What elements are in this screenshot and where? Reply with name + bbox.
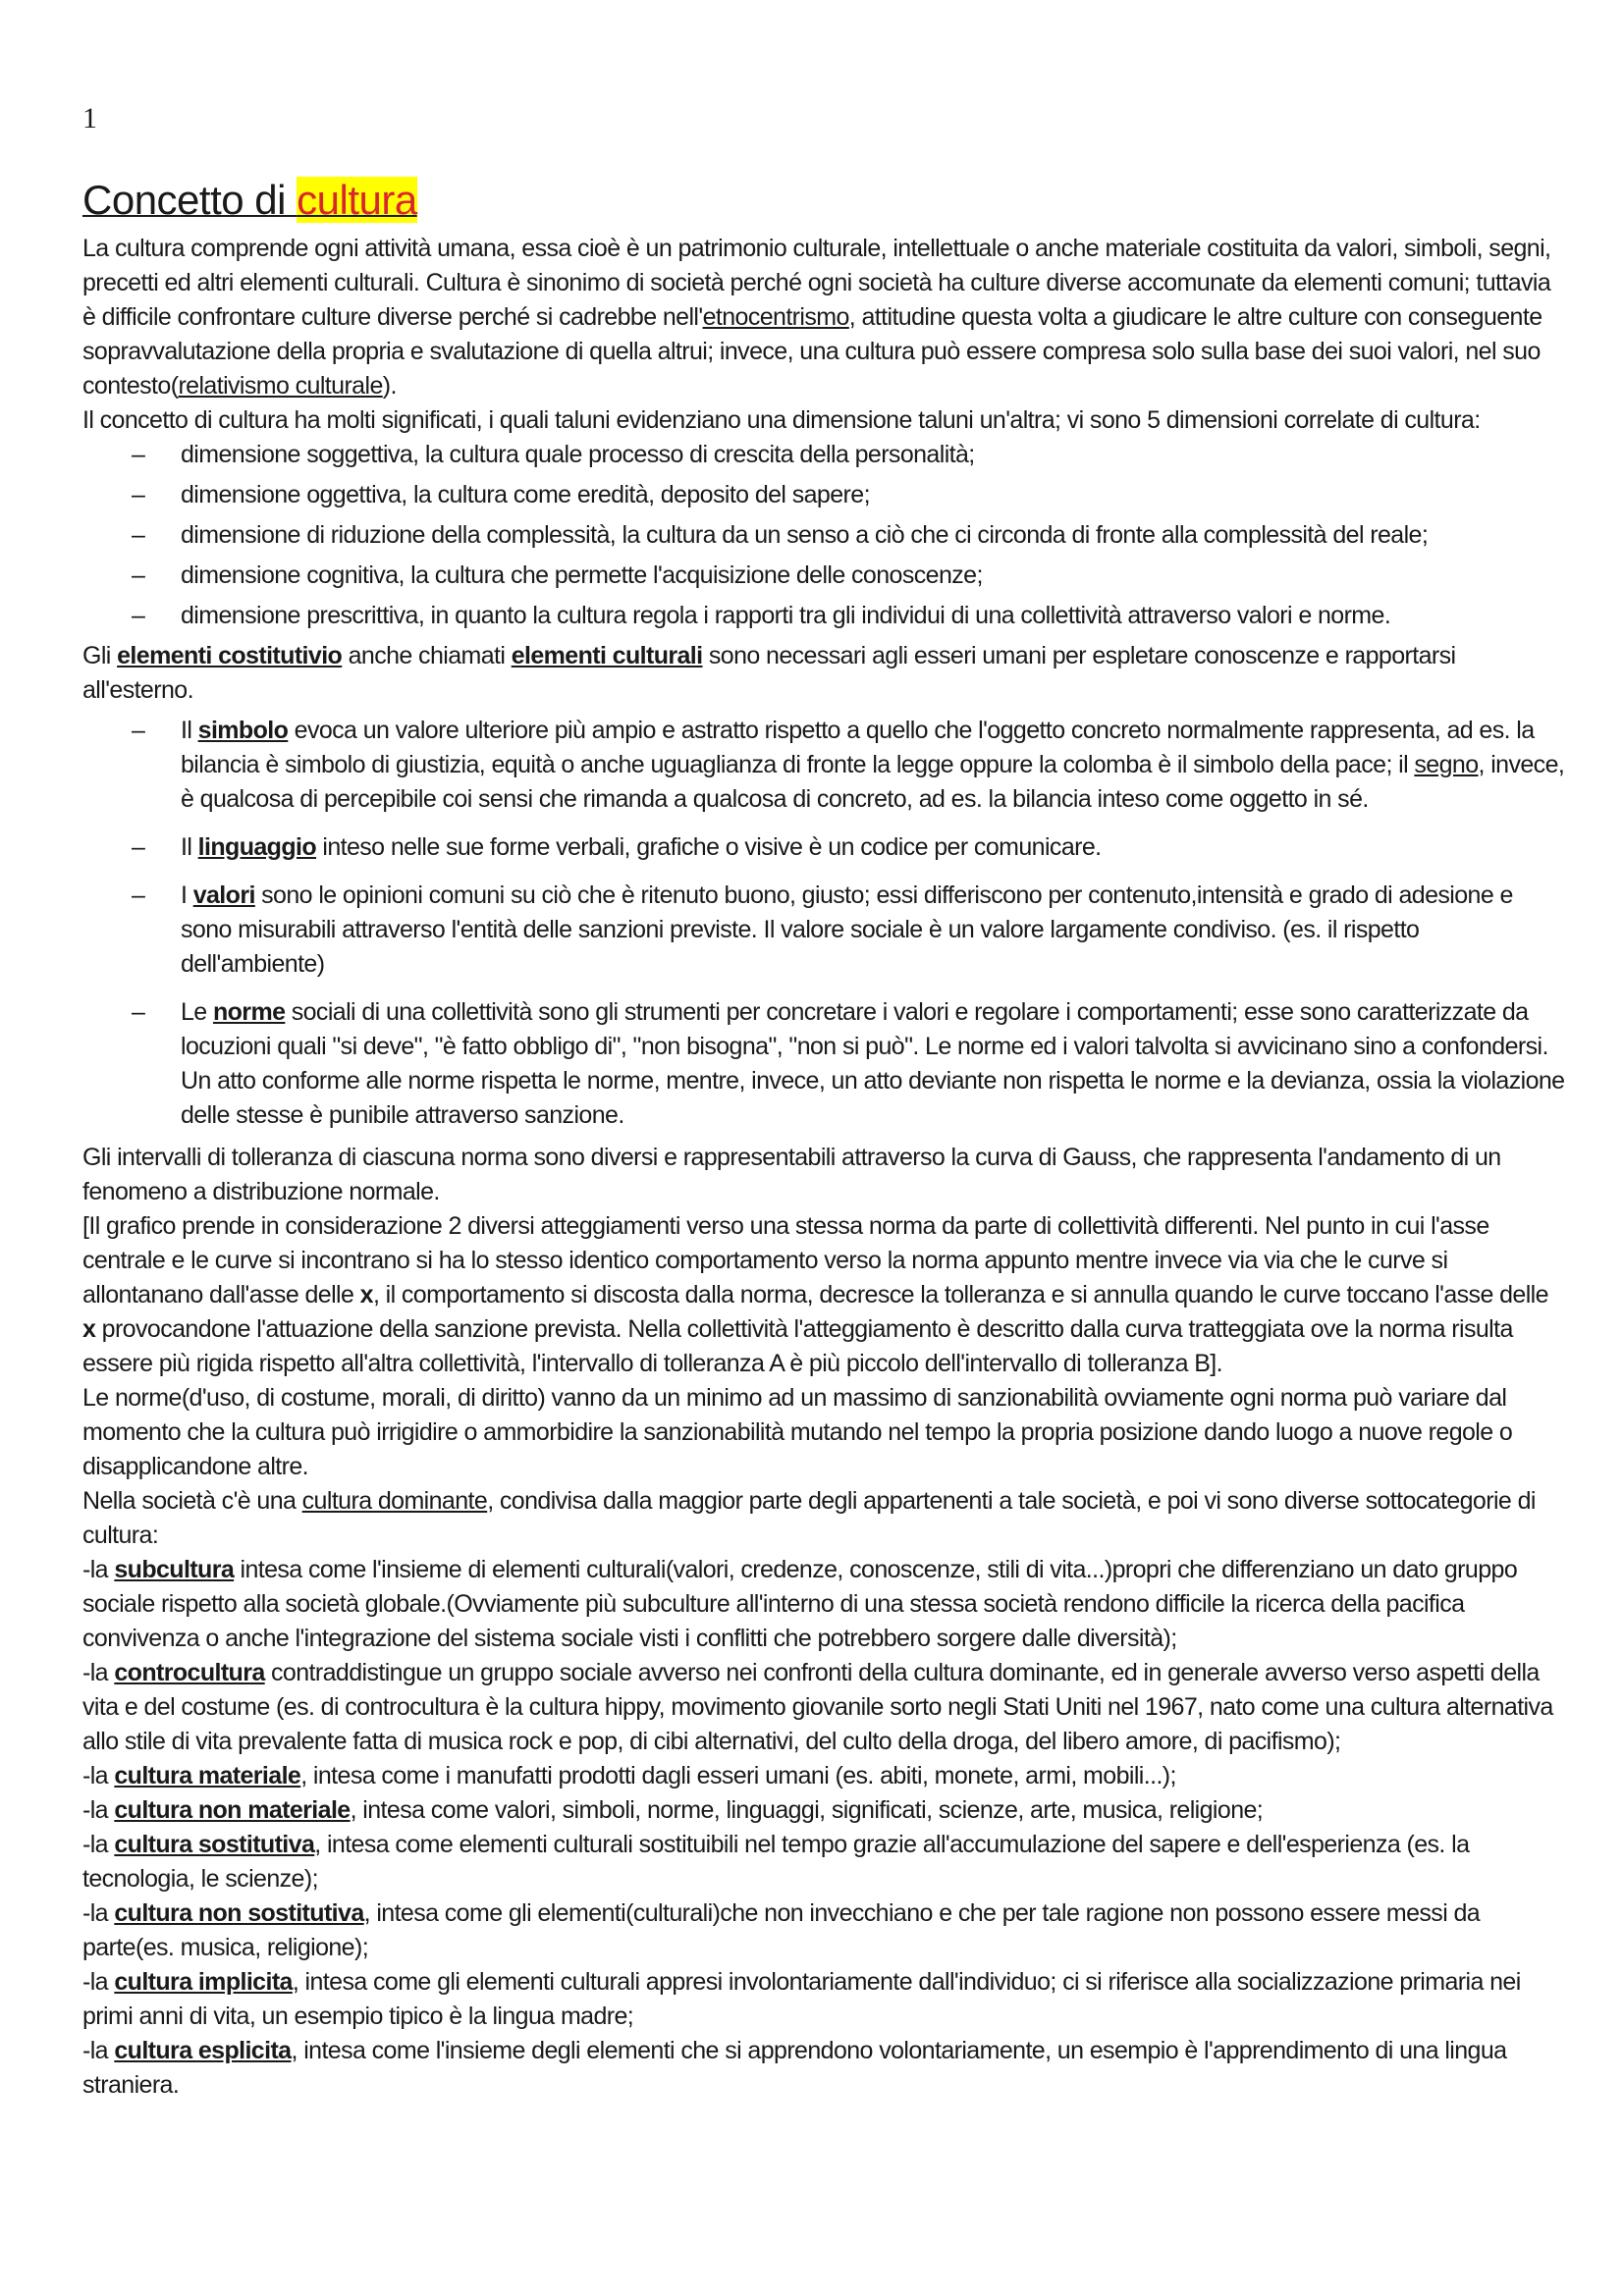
- subcategory-item: [82, 1553, 1567, 1656]
- paragraph-intro: [82, 232, 1567, 403]
- paragraph-elements-intro: [82, 639, 1567, 708]
- paragraph-norme: Le norme(d'uso, di costume, morali, di diritto) vanno da un minimo ad un massimo di sanzionabilità ovviamente ogni norma può variare dal momento che la cultura può irrigidire o ammorbidire la sanzionabilità mutando nel tempo la propria posizione dando luogo a nuove regole o disapplicandone altre.: [82, 1384, 1513, 1480]
- text-span: , intesa come l'insieme degli elementi che si apprendono volontariamente, un esempio è l'apprendimento di una lingua straniera.: [82, 2037, 1507, 2099]
- subcategory-item: [82, 1828, 1567, 1896]
- text-span: sono necessari agli esseri umani per espletare conoscenze e rapportarsi all'esterno.: [82, 642, 1456, 704]
- term-valori: valori: [192, 881, 255, 909]
- text-span: sono le opinioni comuni su ciò che è ritenuto buono, giusto; essi differiscono per contenuto,intensità e grado di adesione e sono misurabili attraverso l'entità delle sanzioni previste. Il valore sociale è un valore largamente condiviso. (es. il rispetto dell'ambiente): [181, 881, 1513, 978]
- elements-list: [82, 714, 1567, 1133]
- term-cultura-materiale: cultura materiale: [114, 1762, 301, 1789]
- text-span: -la: [82, 1659, 115, 1686]
- subcategory-item: [82, 1965, 1567, 2034]
- text-span: inteso nelle sue forme verbali, grafiche o visive è un codice per comunicare.: [316, 833, 1102, 861]
- text-span: evoca un valore ulteriore più ampio e astratto rispetto a quello che l'oggetto concreto normalmente rappresenta, ad es. la bilancia è simbolo di giustizia, equità o anche uguaglianza di fronte la legge oppure la colomba è il simbolo della pace; il: [181, 717, 1535, 778]
- list-item: – dimensione oggettiva, la cultura come eredità, deposito del sapere;: [82, 478, 1567, 512]
- term-relativismo-culturale: relativismo culturale: [178, 372, 383, 400]
- text-span: -la: [82, 1556, 115, 1583]
- list-item: [82, 995, 1567, 1133]
- term-segno: segno: [1414, 751, 1479, 778]
- term-elementi-costitutivi: elementi costitutivio: [117, 642, 343, 669]
- text-span: , intesa come gli elementi culturali appresi involontariamente dall'individuo; ci si riferisce alla socializzazione primaria nei primi anni di vita, un esempio tipico è la lingua madre;: [82, 1968, 1521, 2030]
- text-span: , intesa come gli elementi(culturali)che non invecchiano e che per tale ragione non possono essere messi da parte(es. musica, religione);: [82, 1899, 1481, 1961]
- text-span: Il: [181, 717, 198, 744]
- text-span: Le: [181, 998, 213, 1026]
- list-item: – dimensione prescrittiva, in quanto la cultura regola i rapporti tra gli individui di una collettività attraverso valori e norme.: [82, 599, 1567, 633]
- text-span: intesa come l'insieme di elementi culturali(valori, credenze, conoscenze, stili di vita...)propri che differenziano un dato gruppo sociale rispetto alla società globale.(Ovviamente più subculture all'interno di una stessa società rendono difficile la ricerca della pacifica convivenza o anche l'integrazione del sistema sociale visti i conflitti che potrebbero sorgere dalle diversità);: [82, 1556, 1518, 1652]
- term-cultura-implicita: cultura implicita: [114, 1968, 293, 1996]
- text-span: , intesa come valori, simboli, norme, linguaggi, significati, scienze, arte, musica, religione;: [350, 1796, 1264, 1824]
- text-span: Gli: [82, 642, 118, 669]
- term-cultura-esplicita: cultura esplicita: [114, 2037, 292, 2064]
- dimensions-list: [82, 438, 1567, 633]
- term-linguaggio: linguaggio: [197, 833, 317, 861]
- list-item: [82, 830, 1567, 865]
- text-span: , intesa come elementi culturali sostituibili nel tempo grazie all'accumulazione del sapere e dell'esperienza (es. la tecnologia, le scienze);: [82, 1831, 1470, 1893]
- term-cultura-non-sostitutiva: cultura non sostitutiva: [114, 1899, 364, 1927]
- axis-x-ref: x: [359, 1281, 373, 1308]
- text-span: [Il grafico prende in considerazione 2 diversi atteggiamenti verso una stessa norma da parte di collettività differenti. Nel punto in cui l'asse centrale e le curve si incontrano si ha lo stesso identico comportamento verso la norma appunto mentre invece via via che le curve si allontanano dall'asse delle: [82, 1212, 1489, 1308]
- page-number: 1: [82, 102, 97, 134]
- text-span: -la: [82, 1831, 115, 1858]
- term-elementi-culturali: elementi culturali: [511, 642, 703, 669]
- axis-x-ref: x: [82, 1315, 96, 1343]
- term-simbolo: simbolo: [197, 717, 289, 744]
- title-highlight: cultura: [297, 177, 417, 223]
- text-span: -la: [82, 1796, 115, 1824]
- list-item: [82, 879, 1567, 982]
- text-span: La cultura comprende ogni attività umana, essa cioè è un patrimonio culturale, intellettuale o anche materiale costituita da valori, simboli, segni, precetti ed altri elementi culturali. Cultura è sinonimo di società perché ogni società ha culture diverse accomunate da elementi comuni; tuttavia è difficile confrontare culture diverse perché si cadrebbe nell': [82, 235, 1551, 331]
- term-controcultura: controcultura: [114, 1659, 265, 1686]
- subcategory-item: [82, 2034, 1567, 2103]
- list-item: – dimensione cognitiva, la cultura che permette l'acquisizione delle conoscenze;: [82, 559, 1567, 593]
- text-span: , intesa come i manufatti prodotti dagli esseri umani (es. abiti, monete, armi, mobili...);: [300, 1762, 1176, 1789]
- text-span: Il: [181, 833, 198, 861]
- subcategory-item: [82, 1656, 1567, 1759]
- text-span: -la: [82, 1899, 115, 1927]
- text-span: , invece, è qualcosa di percepibile coi sensi che rimanda a qualcosa di concreto, ad es. la bilancia inteso come oggetto in sé.: [181, 751, 1565, 813]
- term-etnocentrismo: etnocentrismo: [702, 303, 849, 331]
- text-span: anche chiamati: [342, 642, 512, 669]
- paragraph-grafico: [82, 1209, 1567, 1381]
- text-span: , attitudine questa volta a giudicare le altre culture con conseguente sopravvalutazione della propria e svalutazione di quella altrui; invece, una cultura può essere compresa solo sulla base dei suoi valori, nel suo contesto(: [82, 303, 1542, 400]
- subcategory-item: [82, 1793, 1567, 1828]
- text-span: ).: [382, 372, 397, 400]
- term-norme: norme: [212, 998, 286, 1026]
- text-span: -la: [82, 1968, 115, 1996]
- text-span: I: [181, 881, 193, 909]
- body-text: [82, 232, 1567, 2103]
- list-item: [82, 714, 1567, 817]
- text-span: , il comportamento si discosta dalla norma, decresce la tolleranza e si annulla quando le curve toccano l'asse delle: [372, 1281, 1548, 1308]
- text-span: -la: [82, 2037, 115, 2064]
- text-span: , condivisa dalla maggior parte degli appartenenti a tale società, e poi vi sono diverse sottocategorie di cultura:: [82, 1487, 1536, 1549]
- text-span: sociali di una collettività sono gli strumenti per concretare i valori e regolare i comportamenti; esse sono caratterizzate da locuzioni quali "si deve", "è fatto obbligo di", "non bisogna", "non si può". Le norme ed i valori talvolta si avvicinano sino a confondersi. Un atto conforme alle norme rispetta le norme, mentre, invece, un atto deviante non rispetta le norme e la devianza, ossia la violazione delle stesse è punibile attraverso sanzione.: [181, 998, 1565, 1129]
- text-span: provocandone l'attuazione della sanzione prevista. Nella collettività l'atteggiamento è descritto dalla curva tratteggiata ove la norma risulta essere più rigida rispetto all'altra collettività, l'intervallo di tolleranza A è più piccolo dell'intervallo di tolleranza B].: [82, 1315, 1513, 1377]
- term-cultura-non-materiale: cultura non materiale: [114, 1796, 351, 1824]
- list-item: – dimensione soggettiva, la cultura quale processo di crescita della personalità;: [82, 438, 1567, 472]
- term-cultura-dominante: cultura dominante: [301, 1487, 488, 1515]
- subcategory-item: [82, 1759, 1567, 1793]
- text-span: -la: [82, 1762, 115, 1789]
- paragraph-cultura-dominante: [82, 1484, 1567, 1553]
- paragraph-tolleranza: Gli intervalli di tolleranza di ciascuna norma sono diversi e rappresentabili attraverso la curva di Gauss, che rappresenta l'andamento di un fenomeno a distribuzione normale.: [82, 1144, 1501, 1205]
- term-cultura-sostitutiva: cultura sostitutiva: [114, 1831, 315, 1858]
- title-prefix: Concetto di: [82, 177, 298, 223]
- list-item: – dimensione di riduzione della complessità, la cultura da un senso a ciò che ci circonda di fronte alla complessità del reale;: [82, 518, 1567, 553]
- page-title: [82, 177, 417, 224]
- text-span: Nella società c'è una: [82, 1487, 302, 1515]
- text-span: contraddistingue un gruppo sociale avverso nei confronti della cultura dominante, ed in generale avverso verso aspetti della vita e del costume (es. di controcultura è la cultura hippy, movimento giovanile sorto negli Stati Uniti nel 1967, nato come una cultura alternativa allo stile di vita prevalente fatta di musica rock e pop, di cibi alternativi, del culto della droga, del libero amore, di pacifismo);: [82, 1659, 1553, 1755]
- term-subcultura: subcultura: [114, 1556, 235, 1583]
- subcategory-item: [82, 1896, 1567, 1965]
- paragraph-dimensions-intro: Il concetto di cultura ha molti significati, i quali taluni evidenziano una dimensione taluni un'altra; vi sono 5 dimensioni correlate di cultura:: [82, 406, 1481, 434]
